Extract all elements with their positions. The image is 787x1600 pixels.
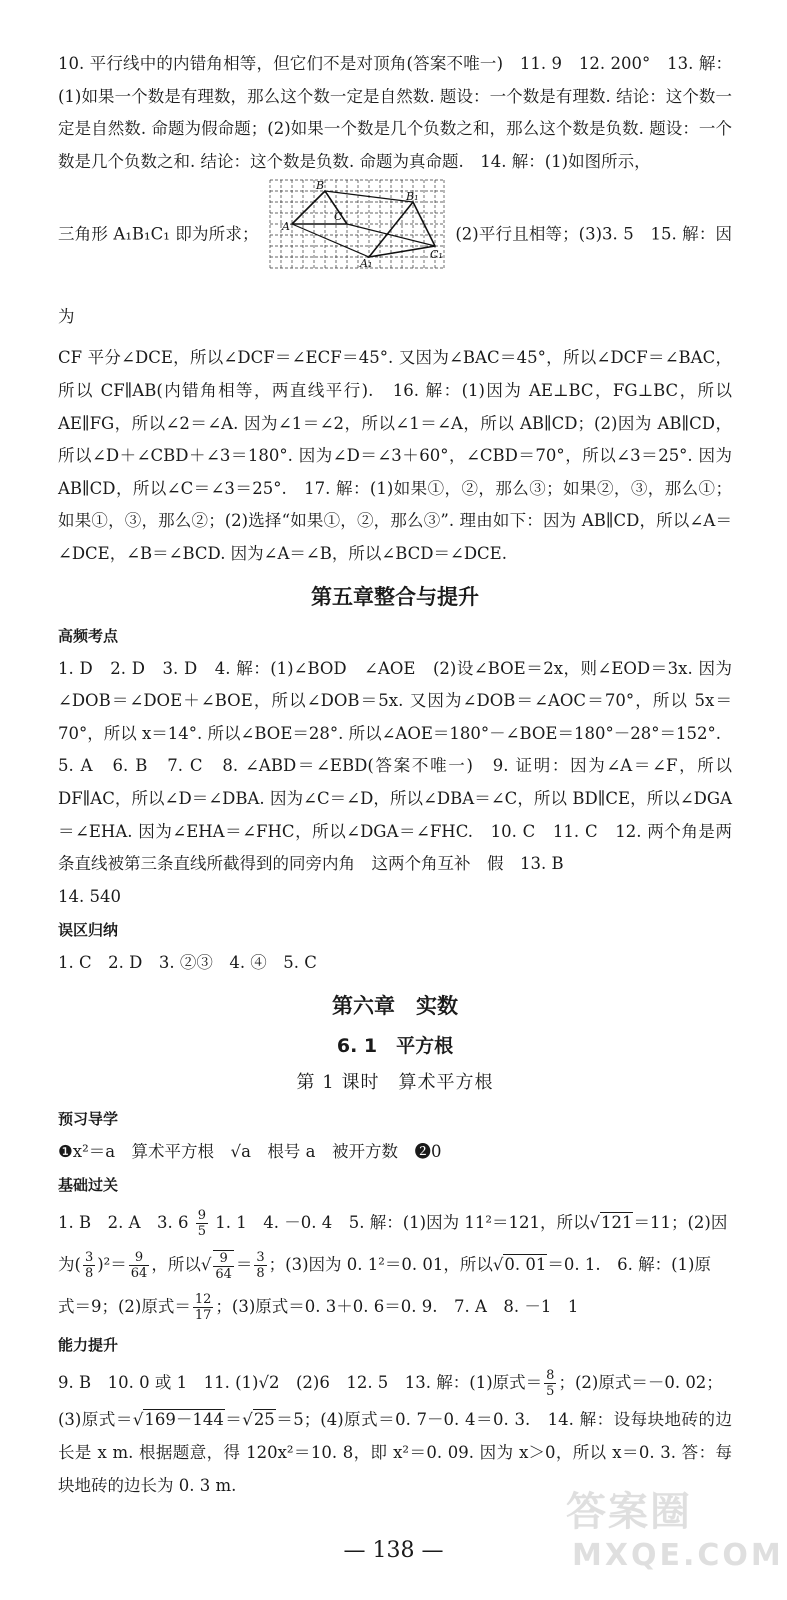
radicand: 0. 01	[504, 1255, 547, 1275]
text: ；(3)因为 0. 1²＝0. 01，所以	[268, 1255, 493, 1275]
fraction	[213, 1250, 234, 1282]
numerator: 3	[84, 1250, 94, 1266]
fraction	[544, 1368, 556, 1399]
text: )²＝	[97, 1255, 127, 1275]
paragraph	[58, 1286, 732, 1328]
paragraph: 1. B 2. A 3. 6 $\frac{9}{5}$ 1. 1 4. －0. 4 5. 解：(1)因为 11²＝121，所以√121＝11；(2)因	[58, 1208, 728, 1240]
chapter-title: 第五章整合与提升	[311, 584, 479, 609]
text: 1. B 2. A 3. 6	[58, 1213, 189, 1233]
chapter-title: 第六章 实数	[332, 993, 458, 1018]
section-label: 高频考点	[58, 626, 119, 645]
text: (2)平行且相等；(3)3. 5 15. 解：因为	[58, 224, 733, 327]
numerator: 9	[197, 1208, 207, 1224]
paragraph: 5. A 6. B 7. C 8. ∠ABD＝∠EBD(答案不唯一) 9. 证明：因为∠A＝∠F，所以 DF∥AC，所以∠D＝∠DBA. 因为∠C＝∠D，所以∠DBA＝∠C，所以 BD∥CE，所以∠DGA＝∠EHA. 因为∠EHA＝∠FHC，所以∠DGA＝∠FHC. 10. C 11. C 12. 两个角是两条直线被第三条直线所截得到的同旁内角 这两个角互补 假 13. B	[58, 756, 732, 874]
radicand: 25	[253, 1410, 275, 1430]
text: ＝5；(4)原式＝0. 7－0. 4＝0. 3. 14. 解：设每块地砖的边长是 x m. 根据题意，得 120x²＝10. 8，即 x²＝0. 09. 因为 x＞0，所以 x＝0. 3. 答：每块地砖的边长为 0. 3 m.	[58, 1410, 733, 1495]
paragraph-with-figure	[58, 178, 732, 342]
radicand: 169－144	[144, 1410, 224, 1430]
text: ；(2)原式＝－0. 02；	[558, 1373, 723, 1393]
denominator: 8	[84, 1266, 94, 1282]
label-a1: A₁	[359, 257, 373, 271]
paragraph: 1. C 2. D 3. ②③ 4. ④ 5. C	[58, 953, 317, 973]
paragraph: CF 平分∠DCE，所以∠DCF＝∠ECF＝45°. 又因为∠BAC＝45°，所以∠DCF＝∠BAC，所以 CF∥AB(内错角相等，两直线平行). 16. 解：(1)因为 AE⊥BC，FG⊥BC，所以 AE∥FG，所以∠2＝∠A. 因为∠1＝∠2，所以∠1＝∠A，所以 AB∥CD；(2)因为 AB∥CD，所以∠D＋∠CBD＋∠3＝180°. 因为∠D＝∠3＋60°，∠CBD＝70°，所以∠3＝25°. 因为 AB∥CD，所以∠C＝∠3＝25°. 17. 解：(1)如果①，②，那么③；如果②，③，那么①；如果①，③，那么②；(2)选择“如果①，②，那么③”. 理由如下：因为 AB∥CD，所以∠A＝∠DCE，∠B＝∠BCD. 因为∠A＝∠B，所以∠BCD＝∠DCE.	[58, 348, 732, 563]
denominator: 8	[256, 1266, 265, 1282]
text: ＝0. 1. 6. 解：(1)原	[547, 1255, 711, 1275]
fraction	[129, 1250, 150, 1281]
grid-svg	[268, 178, 446, 272]
denominator: 64	[215, 1266, 232, 1282]
label-a: A	[281, 220, 290, 234]
label-c: C	[333, 210, 343, 224]
fraction	[254, 1250, 266, 1281]
text: 1. 1 4. －0. 4 5. 解：(1)因为 11²＝121，所以	[215, 1213, 590, 1233]
label-b: B	[315, 179, 324, 193]
lesson-title: 第 1 课时 算术平方根	[296, 1071, 494, 1093]
paragraph: 14. 540	[58, 886, 121, 906]
text: ＝	[235, 1255, 253, 1275]
numerator: 9	[129, 1250, 150, 1266]
denominator: 5	[546, 1384, 555, 1400]
fraction	[193, 1292, 214, 1323]
text: 三角形 A₁B₁C₁ 即为所求；	[58, 224, 259, 244]
text: 9. B 10. 0 或 1 11. (1)√2 (2)6 12. 5 13. 解：(1)原式＝	[58, 1373, 543, 1393]
paragraph: ❶x²＝a 算术平方根 √a 根号 a 被开方数 ❷0	[58, 1141, 442, 1161]
section-label: 误区归纳	[58, 921, 119, 940]
fraction	[83, 1250, 95, 1281]
numerator: 9	[213, 1251, 234, 1267]
numerator: 3	[256, 1250, 265, 1266]
label-c1: C₁	[429, 248, 443, 262]
numerator: 8	[546, 1368, 555, 1384]
paragraph: 1. D 2. D 3. D 4. 解：(1)∠BOD ∠AOE (2)设∠BOE＝2x，则∠EOD＝3x. 因为∠DOB＝∠DOE＋∠BOE，所以∠DOB＝5x. 又因为∠DOB＝∠AOC＝70°，所以 5x＝70°，所以 x＝14°. 所以∠BOE＝28°. 所以∠AOE＝180°－∠BOE＝180°－28°＝152°.	[58, 658, 732, 743]
text: ，所以	[151, 1255, 201, 1275]
paragraph: 为( $\frac{3}{8}$ )²＝ $\frac{9}{64}$ ，所以√ $\frac{9}{64}$ ＝ $\frac{3}{8}$ ；(3)因为 0. 1²＝0. 01，所以√0. 01＝0. 1. 6. 解：(1)原	[58, 1250, 711, 1282]
paragraph: 10. 平行线中的内错角相等，但它们不是对顶角(答案不唯一) 11. 9 12. 200° 13. 解：(1)如果一个数是有理数，那么这个数一定是自然数. 题设：一个数是有理数. 结论：这个数一定是自然数. 命题为假命题；(2)如果一个数是几个负数之和，那么这个数是负数. 题设：一个数是几个负数之和. 结论：这个数是负数. 命题为真命题. 14. 解：(1)如图所示，	[58, 54, 732, 171]
watermark-url: MXQE.COM	[572, 1538, 784, 1573]
translation-line	[292, 224, 369, 257]
watermark-logo	[566, 1478, 784, 1588]
grid-triangle-figure	[268, 178, 446, 292]
text: 式＝9；(2)原式＝	[58, 1297, 191, 1317]
fraction	[196, 1208, 208, 1239]
denominator: 64	[130, 1266, 148, 1282]
text: (3)原式＝	[58, 1410, 133, 1430]
label-b1: B₁	[405, 190, 419, 204]
watermark-title: 答案圈	[566, 1489, 692, 1535]
text: ；(3)原式＝0. 3＋0. 6＝0. 9. 7. A 8. －1 1	[215, 1297, 579, 1317]
text: 为(	[58, 1255, 81, 1275]
paragraph: (3)原式＝√169－144＝√25＝5；(4)原式＝0. 7－0. 4＝0. 3. 14. 解：设每块地砖的边长是 x m. 根据题意，得 120x²＝10. 8，即 x²＝0. 09. 因为 x＞0，所以 x＝0. 3. 答：每块地砖的边长为 0. 3 m.	[58, 1410, 733, 1495]
denominator: 5	[197, 1224, 207, 1240]
denominator: 17	[194, 1308, 212, 1324]
section-label: 基础过关	[58, 1176, 119, 1195]
text: ＝	[224, 1410, 243, 1430]
section-label: 预习导学	[58, 1109, 119, 1128]
page-number: — 138 —	[343, 1538, 444, 1563]
radicand: 121	[600, 1213, 633, 1233]
section-title: 6. 1 平方根	[336, 1034, 454, 1057]
numerator: 12	[194, 1292, 212, 1308]
text: ＝11；(2)因	[633, 1213, 728, 1233]
answer-page	[58, 48, 732, 1502]
section-label: 能力提升	[58, 1336, 119, 1355]
paragraph	[58, 1362, 732, 1404]
